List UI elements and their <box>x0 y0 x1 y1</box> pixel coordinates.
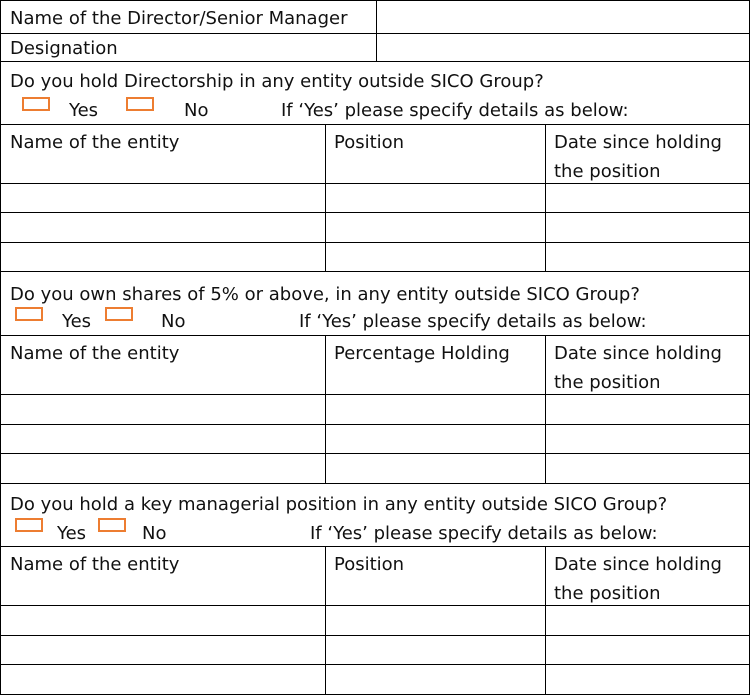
shares-no-label: No <box>161 311 186 332</box>
section-divider <box>0 483 750 484</box>
table-row-divider <box>0 635 750 636</box>
directorship-yes-checkbox[interactable] <box>22 97 50 111</box>
column-header-entity: Name of the entity <box>10 132 180 153</box>
column-header-date-line2: the position <box>554 161 661 182</box>
directorship-yes-label: Yes <box>69 100 99 121</box>
shares-yes-label: Yes <box>62 311 92 332</box>
column-divider <box>376 0 377 61</box>
row-divider <box>0 546 750 547</box>
managerial-question: Do you hold a key managerial position in any entity outside SICO Group? <box>10 494 668 515</box>
managerial-yes-label: Yes <box>57 523 87 544</box>
column-header-date-line2: the position <box>554 372 661 393</box>
directorship-no-label: No <box>184 100 209 121</box>
column-divider <box>545 335 546 483</box>
row-divider <box>0 61 750 62</box>
row-divider <box>0 33 750 34</box>
designation-label: Designation <box>10 38 118 59</box>
section-divider <box>0 271 750 272</box>
column-header-entity: Name of the entity <box>10 343 180 364</box>
column-header-date-line2: the position <box>554 583 661 604</box>
form-top-border <box>0 0 750 1</box>
column-divider <box>325 124 326 271</box>
column-divider <box>545 124 546 271</box>
form-left-border <box>0 0 1 695</box>
column-header-position: Position <box>334 132 405 153</box>
column-divider <box>325 546 326 695</box>
table-row-divider <box>0 183 750 184</box>
column-divider <box>545 546 546 695</box>
managerial-no-label: No <box>142 523 167 544</box>
managerial-no-checkbox[interactable] <box>98 518 126 532</box>
designation-field[interactable] <box>380 35 746 59</box>
directorship-question: Do you hold Directorship in any entity outside SICO Group? <box>10 71 544 92</box>
row-divider <box>0 335 750 336</box>
column-header-entity: Name of the entity <box>10 554 180 575</box>
table-row-divider <box>0 664 750 665</box>
column-header-position: Position <box>334 554 405 575</box>
table-row-divider <box>0 605 750 606</box>
table-row-divider <box>0 394 750 395</box>
managerial-yes-checkbox[interactable] <box>15 518 43 532</box>
shares-no-checkbox[interactable] <box>105 307 133 321</box>
shares-yes-checkbox[interactable] <box>15 307 43 321</box>
table-row-divider <box>0 212 750 213</box>
table-row-divider <box>0 242 750 243</box>
directorship-instruction: If ‘Yes’ please specify details as below: <box>281 100 629 121</box>
column-header-date: Date since holding <box>554 554 722 575</box>
row-divider <box>0 124 750 125</box>
director-name-label: Name of the Director/Senior Manager <box>10 8 348 29</box>
column-header-date: Date since holding <box>554 343 722 364</box>
shares-instruction: If ‘Yes’ please specify details as below: <box>299 311 647 332</box>
director-name-field[interactable] <box>380 4 746 31</box>
directorship-no-checkbox[interactable] <box>126 97 154 111</box>
table-row-divider <box>0 453 750 454</box>
column-header-date: Date since holding <box>554 132 722 153</box>
column-divider <box>325 335 326 483</box>
column-header-percentage: Percentage Holding <box>334 343 510 364</box>
table-row-divider <box>0 424 750 425</box>
shares-question: Do you own shares of 5% or above, in any entity outside SICO Group? <box>10 284 640 305</box>
managerial-instruction: If ‘Yes’ please specify details as below: <box>310 523 658 544</box>
